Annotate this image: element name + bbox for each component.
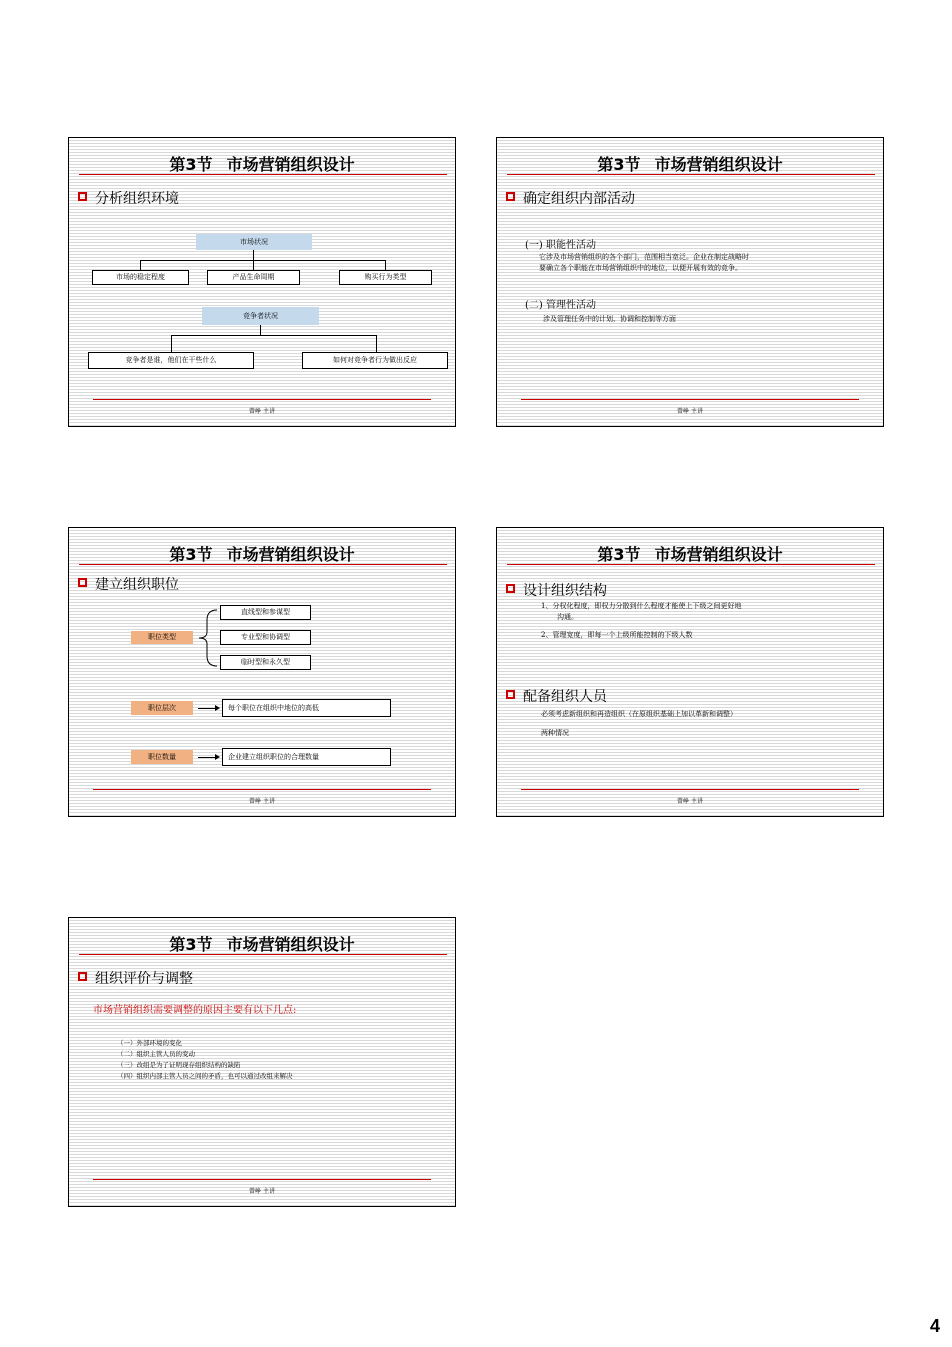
paragraph-line: 涉及管理任务中的计划、协调和控制等方面 — [543, 315, 676, 323]
slide-title: 第3节 市场营销组织设计 — [597, 155, 783, 174]
footer-divider — [93, 399, 431, 400]
slide-title: 第3节 市场营销组织设计 — [597, 545, 783, 564]
slide-heading: 设计组织结构 — [523, 580, 607, 600]
slide-heading: 确定组织内部活动 — [523, 188, 635, 208]
brace-icon — [197, 608, 219, 668]
footer-divider — [521, 789, 859, 790]
paragraph-line: 两种情况 — [541, 729, 569, 737]
paragraph-line: 要确立各个职能在市场营销组织中的地位，以便开展有效的竞争。 — [539, 264, 742, 272]
slide-title: 第3节 市场营销组织设计 — [169, 935, 355, 954]
diagram-node: 购买行为类型 — [339, 270, 432, 285]
diagram-node: 产品生命周期 — [207, 270, 300, 285]
footer: 曾峥 主讲 — [249, 798, 275, 805]
position-count-label: 职位数量 — [131, 750, 193, 764]
footer: 曾峥 主讲 — [249, 1188, 275, 1195]
position-type-item: 临时型和永久型 — [220, 655, 311, 670]
footer: 曾峥 主讲 — [677, 408, 703, 415]
footer: 曾峥 主讲 — [677, 798, 703, 805]
diagram-node: 市场的稳定程度 — [92, 270, 189, 285]
checkbox-bullet-icon — [506, 192, 515, 201]
diagram-node-market: 市场状况 — [196, 234, 312, 250]
footer-divider — [93, 789, 431, 790]
checkbox-bullet-icon — [506, 690, 515, 699]
position-type-item: 直线型和参谋型 — [220, 605, 311, 620]
subheading: (一) 职能性活动 — [525, 240, 596, 251]
slide-title: 第3节 市场营销组织设计 — [169, 155, 355, 174]
paragraph-line: 2、管理宽度，即每一个上级所能控制的下级人数 — [541, 631, 693, 639]
list-item: （三）改组是为了证明现存组织结构的缺陷 — [117, 1061, 241, 1069]
paragraph-line: 1、分权化程度，即权力分散到什么程度才能使上下级之间更好地 — [541, 602, 742, 610]
subheading: (二) 管理性活动 — [525, 300, 596, 311]
red-intro-line: 市场营销组织需要调整的原因主要有以下几点: — [93, 1005, 297, 1016]
paragraph-line: 必须考虑新组织和再造组织（在原组织基础上加以革新和调整） — [541, 710, 737, 718]
slide-heading: 分析组织环境 — [95, 188, 179, 208]
position-level-desc: 每个职位在组织中地位的高低 — [222, 699, 391, 717]
position-type-label: 职位类型 — [131, 631, 193, 644]
footer-divider — [521, 399, 859, 400]
slide-2 — [496, 137, 884, 427]
slide-4 — [496, 527, 884, 817]
diagram-node-competitor: 竞争者状况 — [202, 307, 319, 325]
title-divider — [507, 564, 875, 565]
checkbox-bullet-icon — [78, 972, 87, 981]
slide-1 — [68, 137, 456, 427]
position-level-label: 职位层次 — [131, 701, 193, 715]
footer-divider — [93, 1179, 431, 1180]
diagram-node: 竞争者是谁，他们在干些什么 — [88, 352, 254, 369]
checkbox-bullet-icon — [506, 584, 515, 593]
list-item: （二）组织主管人员的变动 — [117, 1050, 195, 1058]
arrow-right-icon — [215, 705, 220, 711]
arrow-right-icon — [215, 754, 220, 760]
slide-heading: 组织评价与调整 — [95, 968, 193, 988]
checkbox-bullet-icon — [78, 578, 87, 587]
footer: 曾峥 主讲 — [249, 408, 275, 415]
checkbox-bullet-icon — [78, 192, 87, 201]
slide-3 — [68, 527, 456, 817]
list-item: （四）组织内部主管人员之间的矛盾，也可以通过改组来解决 — [117, 1072, 293, 1080]
list-item: （一）外部环境的变化 — [117, 1039, 182, 1047]
slide-title: 第3节 市场营销组织设计 — [169, 545, 355, 564]
title-divider — [79, 564, 447, 565]
title-divider — [507, 174, 875, 175]
paragraph-line: 沟通。 — [557, 613, 578, 621]
paragraph-line: 它涉及市场营销组织的各个部门，范围相当宽泛。企业在制定战略时 — [539, 253, 749, 261]
slide-heading: 建立组织职位 — [95, 574, 179, 594]
title-divider — [79, 174, 447, 175]
diagram-node: 如何对竞争者行为做出反应 — [302, 352, 448, 369]
slide-5 — [68, 917, 456, 1207]
position-type-item: 专业型和协调型 — [220, 630, 311, 645]
position-count-desc: 企业建立组织职位的合理数量 — [222, 748, 391, 766]
page-number: 4 — [929, 1316, 940, 1336]
slide-heading: 配备组织人员 — [523, 686, 607, 706]
title-divider — [79, 954, 447, 955]
